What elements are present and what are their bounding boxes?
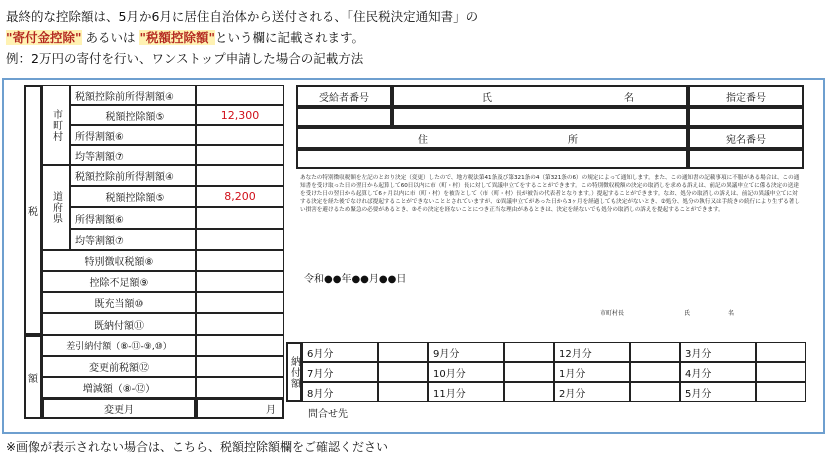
header-name: 氏 名 bbox=[392, 85, 688, 107]
row-shortfall: 控除不足額⑨ bbox=[42, 271, 196, 292]
address-value bbox=[296, 149, 688, 169]
row-special-levy: 特別徴収税額⑧ bbox=[42, 250, 196, 271]
pref-row-per-capita: 均等割額⑦ bbox=[70, 229, 196, 250]
label-city: 市町村 bbox=[42, 85, 70, 165]
intro-line-2 bbox=[6, 27, 478, 48]
payment-month-value bbox=[378, 342, 428, 362]
contact-label: 問合せ先 bbox=[308, 409, 348, 420]
mayor-name-shi: 氏 bbox=[684, 310, 691, 317]
highlight-kifukin: "寄付金控除" bbox=[6, 30, 82, 45]
mayor-name-mei: 名 bbox=[728, 310, 735, 317]
payment-month-value bbox=[756, 362, 806, 382]
payment-month-value bbox=[630, 362, 680, 382]
payment-month-label: 7月分 bbox=[302, 362, 378, 382]
addressee-no-value bbox=[688, 149, 804, 169]
bottom-note: ※画像が表示されない場合は、こちら、税額控除額欄をご確認ください bbox=[6, 440, 389, 454]
label-gaku: 額 bbox=[24, 335, 42, 419]
pref-tax-credit-value: 8,200 bbox=[196, 186, 284, 207]
payment-month-value bbox=[504, 362, 554, 382]
tax-notice-form-image bbox=[2, 78, 825, 434]
intro-line-2-end: という欄に記載されます。 bbox=[215, 30, 365, 45]
special-levy-value bbox=[196, 250, 284, 271]
pref-row-income-levy: 所得割額⑥ bbox=[70, 207, 196, 229]
row-paid: 既納付額⑪ bbox=[42, 313, 196, 335]
payment-month-label: 1月分 bbox=[554, 362, 630, 382]
payment-month-value bbox=[504, 342, 554, 362]
city-row-per-capita: 均等割額⑦ bbox=[70, 145, 196, 165]
mayor-label: 市町村長 bbox=[600, 310, 625, 317]
payment-month-label: 8月分 bbox=[302, 382, 378, 402]
city-tax-credit-value: 12,300 bbox=[196, 105, 284, 125]
row-change-month: 変更月 bbox=[42, 398, 196, 419]
intro-line-1: 最終的な控除額は、5月か6月に居住自治体から送付される、「住民税決定通知書」の bbox=[6, 9, 479, 24]
diff-value bbox=[196, 335, 284, 356]
payment-month-value bbox=[378, 382, 428, 402]
recipient-no-value bbox=[296, 107, 392, 127]
change-month-value: 月 bbox=[196, 398, 284, 419]
shortfall-value bbox=[196, 271, 284, 292]
city-row-pre-deduction-value bbox=[196, 85, 284, 105]
label-nofu: 納付額 bbox=[286, 342, 302, 402]
pref-pre-deduction-value bbox=[196, 165, 284, 186]
pref-per-capita-value bbox=[196, 229, 284, 250]
city-row-tax-credit: 税額控除額⑤ bbox=[70, 105, 196, 125]
payment-month-label: 3月分 bbox=[680, 342, 756, 362]
row-increase: 増減額（⑧-⑫） bbox=[42, 377, 196, 398]
intro-line-2-mid: あるいは bbox=[81, 30, 140, 45]
increase-value bbox=[196, 377, 284, 398]
header-addressee-no: 宛名番号 bbox=[688, 127, 804, 149]
pref-income-levy-value bbox=[196, 207, 284, 229]
header-recipient-no: 受給者番号 bbox=[296, 85, 392, 107]
header-designated-no: 指定番号 bbox=[688, 85, 804, 107]
payment-month-label: 5月分 bbox=[680, 382, 756, 402]
city-row-income-levy: 所得割額⑥ bbox=[70, 125, 196, 145]
payment-month-value bbox=[630, 342, 680, 362]
pref-row-pre-deduction: 税額控除前所得割額④ bbox=[70, 165, 196, 186]
before-change-value bbox=[196, 356, 284, 377]
payment-month-value bbox=[756, 342, 806, 362]
applied-value bbox=[196, 292, 284, 313]
row-before-change: 変更前税額⑫ bbox=[42, 356, 196, 377]
label-pref: 道府県 bbox=[42, 165, 70, 250]
label-zei: 税 bbox=[24, 85, 42, 335]
intro-line-3: 例：2万円の寄付を行い、ワンストップ申請した場合の記載方法 bbox=[6, 51, 364, 66]
payment-month-label: 11月分 bbox=[428, 382, 504, 402]
city-per-capita-value bbox=[196, 145, 284, 165]
highlight-zeigaku: "税額控除額" bbox=[139, 30, 216, 45]
legal-notice: あなたの特別徴収税額を左記のとおり決定（変更）したので、地方税法第41条及び第321条の4（第321条の6）の規定によって通知します。また、この通知書の記載事項に不服がある場合は、この通知書を受け取った日の翌日から起算して60日以内に市（町・村）長に対して異議申立てをすることができます。この特別徴収税額の決定の取消しを求める訴えは、前記の異議申立てに係る決定の送達を受けた日の翌日から起算して6ヶ月以内に市（町・村）を被告として（市（町・村）長が被告の代表者となります。）提起することができます。なお、処分の取消しの訴えは、前記の異議申立てに対する決定を経た後でなければ提起することができないこととされていますが、①異議申立てがあった日から3ヶ月を経過しても決定がないとき、②処分、処分の執行又は手続きの続行により生ずる著しい損害を避けるため緊急の必要があるとき、③その決定を経ないことにつき正当な理由があるときは、決定を経ないでも処分の取消しの訴えを提起することができます。 bbox=[300, 175, 800, 213]
intro-text bbox=[6, 6, 478, 69]
designated-no-value bbox=[688, 107, 804, 127]
row-applied: 既充当額⑩ bbox=[42, 292, 196, 313]
row-diff: 差引納付額（⑧-⑪-⑨,⑩） bbox=[42, 335, 196, 356]
payment-month-value bbox=[630, 382, 680, 402]
payment-month-label: 9月分 bbox=[428, 342, 504, 362]
issue-date: 令和●●年●●月●●日 bbox=[304, 274, 407, 285]
city-income-levy-value bbox=[196, 125, 284, 145]
paid-value bbox=[196, 313, 284, 335]
name-value bbox=[392, 107, 688, 127]
payment-month-label: 12月分 bbox=[554, 342, 630, 362]
header-address: 住 所 bbox=[296, 127, 688, 149]
pref-row-tax-credit: 税額控除額⑤ bbox=[70, 186, 196, 207]
payment-month-label: 2月分 bbox=[554, 382, 630, 402]
payment-month-label: 6月分 bbox=[302, 342, 378, 362]
payment-month-label: 4月分 bbox=[680, 362, 756, 382]
payment-month-value bbox=[504, 382, 554, 402]
payment-month-label: 10月分 bbox=[428, 362, 504, 382]
city-row-pre-deduction: 税額控除前所得割額④ bbox=[70, 85, 196, 105]
payment-month-value bbox=[756, 382, 806, 402]
payment-month-value bbox=[378, 362, 428, 382]
